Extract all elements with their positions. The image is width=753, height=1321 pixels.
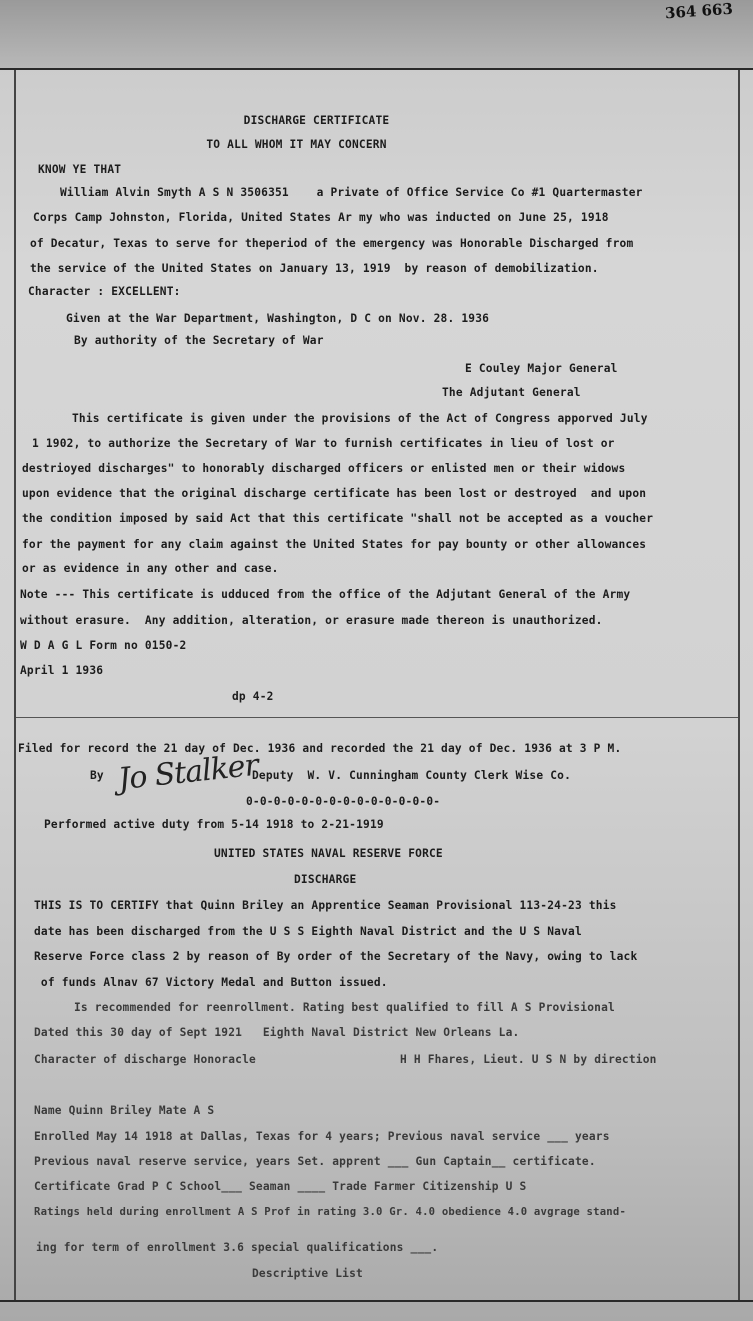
naval-record-line: Certificate Grad P C School___ Seaman ____ Trade Farmer Citizenship U S <box>34 1180 527 1193</box>
provision-line: for the payment for any claim against the United States for pay bounty or other allowances <box>22 538 647 551</box>
left-border-rule <box>14 70 16 1300</box>
naval-record-line: Enrolled May 14 1918 at Dallas, Texas for 4 years; Previous naval service ___ years <box>34 1130 610 1143</box>
section-divider <box>16 717 738 718</box>
certificate-address: TO ALL WHOM IT MAY CONCERN <box>206 138 387 151</box>
active-duty: Performed active duty from 5-14 1918 to 2-21-1919 <box>44 818 384 831</box>
naval-subheading: DISCHARGE <box>294 873 357 886</box>
naval-character: Character of discharge Honoracle <box>34 1053 256 1066</box>
provision-line: upon evidence that the original discharge certificate has been lost or destroyed and upon <box>22 487 647 500</box>
certificate-signer-title: The Adjutant General <box>442 386 581 399</box>
naval-body-line: of funds Alnav 67 Victory Medal and Button issued. <box>34 976 388 989</box>
certificate-body-line: Corps Camp Johnston, Florida, United States Ar my who was inducted on June 25, 1918 <box>33 211 609 224</box>
certificate-body-line: of Decatur, Texas to serve for theperiod of the emergency was Honorable Discharged from <box>30 237 634 250</box>
separator-line: 0-0-0-0-0-0-0-0-0-0-0-0-0-0- <box>246 795 441 808</box>
certificate-given: Given at the War Department, Washington, D C on Nov. 28. 1936 <box>66 312 490 325</box>
filed-for-record: Filed for record the 21 day of Dec. 1936 and recorded the 21 day of Dec. 1936 at 3 P M. <box>18 742 622 755</box>
clerk-signature: Jo Stalker <box>116 747 260 798</box>
naval-recommended: Is recommended for reenrollment. Rating best qualified to fill A S Provisional <box>74 1001 615 1014</box>
dp-reference: dp 4-2 <box>232 690 274 703</box>
note-line: Note --- This certificate is udduced from the office of the Adjutant General of the Army <box>20 588 631 601</box>
right-border-rule <box>738 70 740 1300</box>
provision-line: This certificate is given under the provisions of the Act of Congress apporved July <box>72 412 648 425</box>
naval-record-line: Name Quinn Briley Mate A S <box>34 1104 215 1117</box>
certificate-body-line: the service of the United States on January 13, 1919 by reason of demobilization. <box>30 262 599 275</box>
descriptive-list-heading: Descriptive List <box>252 1267 363 1280</box>
naval-body-line: Reserve Force class 2 by reason of By order of the Secretary of the Navy, owing to lack <box>34 950 638 963</box>
provision-line: destrioyed discharges" to honorably discharged officers or enlisted men or their widows <box>22 462 626 475</box>
naval-body-line: date has been discharged from the U S S Eighth Naval District and the U S Naval <box>34 925 582 938</box>
note-line: without erasure. Any addition, alteration, or erasure made thereon is unauthorized. <box>20 614 603 627</box>
provision-line: 1 1902, to authorize the Secretary of War to furnish certificates in lieu of lost or <box>32 437 615 450</box>
page-number-stamp: 364 663 <box>664 0 734 23</box>
top-margin <box>0 0 753 68</box>
certificate-body-line: William Alvin Smyth A S N 3506351 a Private of Office Service Co #1 Quartermaster <box>60 186 643 199</box>
certificate-opening: KNOW YE THAT <box>38 163 122 176</box>
naval-body-line: THIS IS TO CERTIFY that Quinn Briley an Apprentice Seaman Provisional 113-24-23 this <box>34 899 617 912</box>
top-border-rule <box>0 68 753 70</box>
naval-record-line: ing for term of enrollment 3.6 special qualifications ___. <box>36 1241 439 1254</box>
provision-line: or as evidence in any other and case. <box>22 562 279 575</box>
naval-heading: UNITED STATES NAVAL RESERVE FORCE <box>214 847 443 860</box>
naval-record-line: Ratings held during enrollment A S Prof in rating 3.0 Gr. 4.0 obedience 4.0 avgrage stand- <box>34 1206 627 1218</box>
bottom-border-rule <box>0 1300 753 1302</box>
form-date: April 1 1936 <box>20 664 104 677</box>
certificate-character: Character : EXCELLENT: <box>28 285 181 298</box>
by-label: By <box>90 769 104 782</box>
certificate-title: DISCHARGE CERTIFICATE <box>243 114 390 127</box>
naval-dated: Dated this 30 day of Sept 1921 Eighth Naval District New Orleans La. <box>34 1026 520 1039</box>
certificate-signer-name: E Couley Major General <box>465 362 618 375</box>
deputy-clerk: Deputy W. V. Cunningham County Clerk Wise Co. <box>252 769 572 782</box>
certificate-authority: By authority of the Secretary of War <box>74 334 324 347</box>
form-number: W D A G L Form no 0150-2 <box>20 639 187 652</box>
provision-line: the condition imposed by said Act that this certificate "shall not be accepted as a voucher <box>22 512 654 525</box>
naval-record-line: Previous naval reserve service, years Set. apprent ___ Gun Captain__ certificate. <box>34 1155 596 1168</box>
naval-direction: H H Fhares, Lieut. U S N by direction <box>400 1053 657 1066</box>
